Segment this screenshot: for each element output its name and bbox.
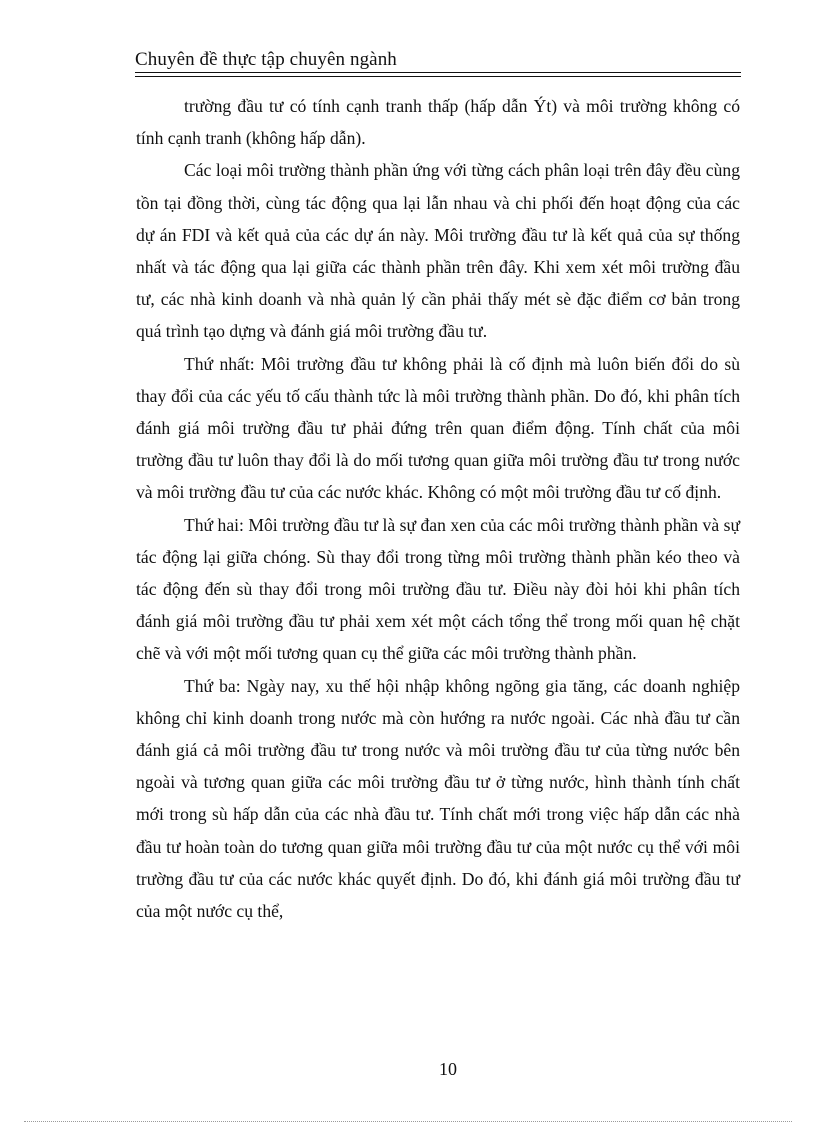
- paragraph-first-point: Thứ nhất: Môi trường đầu tư không phải là cố định mà luôn biến đổi do sù thay đổi của các yếu tố cấu thành tức là môi trường thành phần. Do đó, khi phân tích đánh giá môi trường đầu tư phải đứng trên quan điểm động. Tính chất của môi trường đầu tư luôn thay đổi là do mối tương quan giữa môi trường đầu tư trong nước và môi trường đầu tư của các nước khác. Không có một môi trường đầu tư cố định.: [136, 353, 740, 503]
- header-rule-thin: [135, 76, 741, 77]
- page-number: 10: [439, 1059, 457, 1079]
- paragraph-component-environments: Các loại môi trường thành phần ứng với từng cách phân loại trên đây đều cùng tồn tại đồng thời, cùng tác động qua lại lẫn nhau và chi phối đến hoạt động của các dự án FDI và kết quả của các dự án này. Môi trường đầu tư là kết quả của sự thống nhất và tác động qua lại giữa các thành phần trên đây. Khi xem xét môi trường đầu tư, các nhà kinh doanh và nhà quản lý cần phải thấy mét sè đặc điểm cơ bản trong quá trình tạo dựng và đánh giá môi trường đầu tư.: [136, 160, 740, 342]
- paragraph-second-point: Thứ hai: Môi trường đầu tư là sự đan xen của các môi trường thành phần và sự tác động lại giữa chóng. Sù thay đổi trong từng môi trường thành phần kéo theo và tác động đến sù thay đổi trong môi trường đầu tư. Điều này đòi hỏi khi phân tích đánh giá môi trường đầu tư phải xem xét một cách tổng thể trong mối quan hệ chặt chẽ và với một mối tương quan cụ thể giữa các môi trường thành phần.: [136, 514, 740, 664]
- page-bottom-border: [24, 1121, 792, 1122]
- running-header: [135, 48, 741, 76]
- header-title: Chuyên đề thực tập chuyên ngành: [135, 49, 397, 70]
- paragraph-third-point: Thứ ba: Ngày nay, xu thế hội nhập không ngõng gia tăng, các doanh nghiệp không chỉ kinh doanh trong nước mà còn hướng ra nước ngoài. Các nhà đầu tư cần đánh giá cả môi trường đầu tư trong nước và môi trường đầu tư của từng nước bên ngoài và tương quan giữa các môi trường đầu tư ở từng nước, hình thành tính chất mới trong sù hấp dẫn của các nhà đầu tư. Tính chất mới trong việc hấp dẫn các nhà đầu tư hoàn toàn do tương quan giữa môi trường đầu tư của một nước cụ thể với môi trường đầu tư của các nước khác quyết định. Do đó, khi đánh giá môi trường đầu tư của một nước cụ thể,: [136, 675, 740, 922]
- header-rule-thick: [135, 72, 741, 73]
- body-text: [136, 90, 740, 927]
- paragraph-continuation: trường đầu tư có tính cạnh tranh thấp (hấp dẫn Ýt) và môi trường không có tính cạnh tranh (không hấp dẫn).: [136, 96, 740, 149]
